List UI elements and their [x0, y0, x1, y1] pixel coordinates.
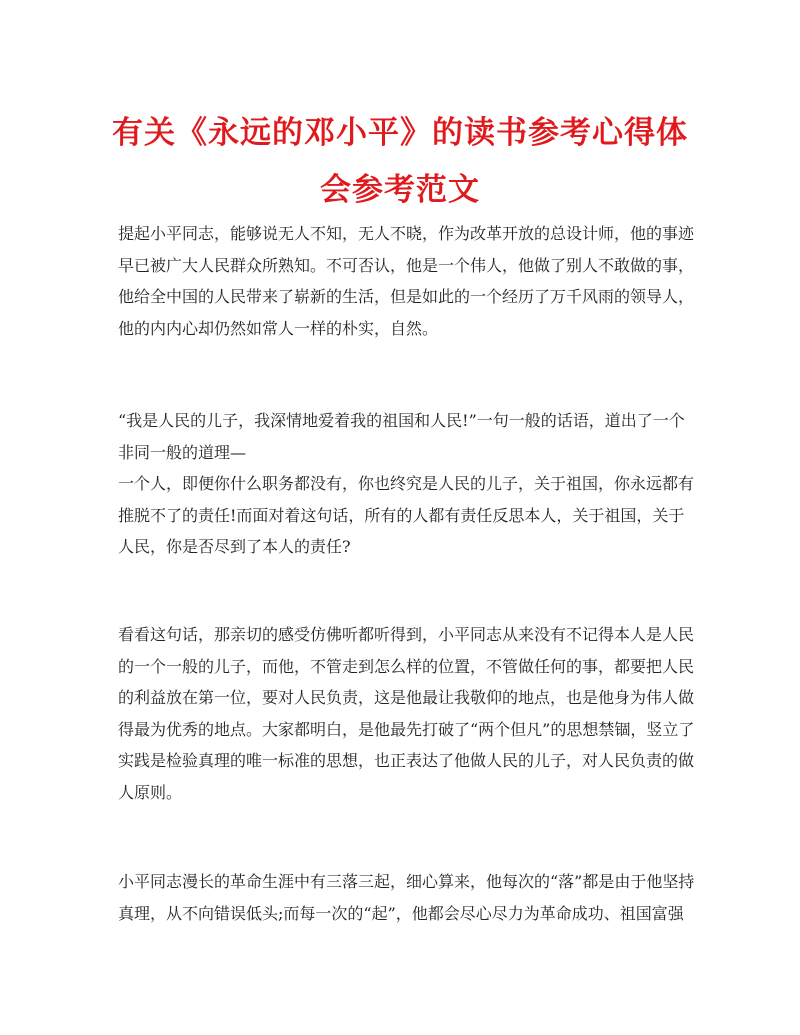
text-line: 的利益放在第一位，要对人民负责，这是他最让我敬仰的地点，也是他身为伟人做: [118, 688, 695, 708]
text-line: 推脱不了的责任!而面对着这句话，所有的人都有责任反思本人，关于祖国，关于: [118, 505, 685, 525]
paragraph-2: [118, 405, 695, 563]
text-line: “我是人民的儿子，我深情地爱着我的祖国和人民!”一句一般的话语，道出了一个: [118, 411, 685, 430]
text-line: 实践是检验真理的唯一标准的思想，也正表达了他做人民的儿子，对人民负责的做: [118, 751, 695, 771]
document-title-line-2: 会参考范文: [320, 172, 480, 208]
text-line: 看看这句话，那亲切的感受仿佛听都听得到，小平同志从来没有不记得本人是人民: [118, 625, 695, 644]
text-line: 非同一般的道理—: [118, 442, 247, 462]
text-line: 提起小平同志，能够说无人不知，无人不晓，作为改革开放的总设计师，他的事迹: [118, 224, 695, 243]
text-line: 他的内内心却仍然如常人一样的朴实，自然。: [118, 318, 439, 338]
text-line: 一个人，即便你什么职务都没有，你也终究是人民的儿子，关于祖国，你永远都有: [118, 474, 695, 494]
text-line: 人原则。: [118, 782, 183, 802]
text-line: 早已被广大人民群众所熟知。不可否认，他是一个伟人，他做了别人不敢做的事，: [118, 255, 695, 275]
text-line: 人民，你是否尽到了本人的责任?: [118, 537, 351, 557]
document-title-line-1: 有关《永远的邓小平》的读书参考心得体: [112, 115, 688, 151]
paragraph-4: [118, 866, 695, 929]
paragraph-1: [118, 218, 695, 344]
text-line: 小平同志漫长的革命生涯中有三落三起，细心算来，他每次的“落”都是由于他坚持: [118, 872, 695, 891]
text-line: 真理，从不向错误低头;而每一次的“起”，他都会尽心尽力为革命成功、祖国富强: [118, 903, 684, 923]
text-line: 得最为优秀的地点。大家都明白，是他最先打破了“两个但凡”的思想禁锢，竖立了: [118, 719, 695, 739]
text-line: 他给全中国的人民带来了崭新的生活，但是如此的一个经历了万千风雨的领导人，: [118, 287, 695, 307]
text-line: 的一个一般的儿子，而他，不管走到怎么样的位置，不管做任何的事，都要把人民: [118, 656, 695, 676]
paragraph-3: [118, 619, 695, 809]
